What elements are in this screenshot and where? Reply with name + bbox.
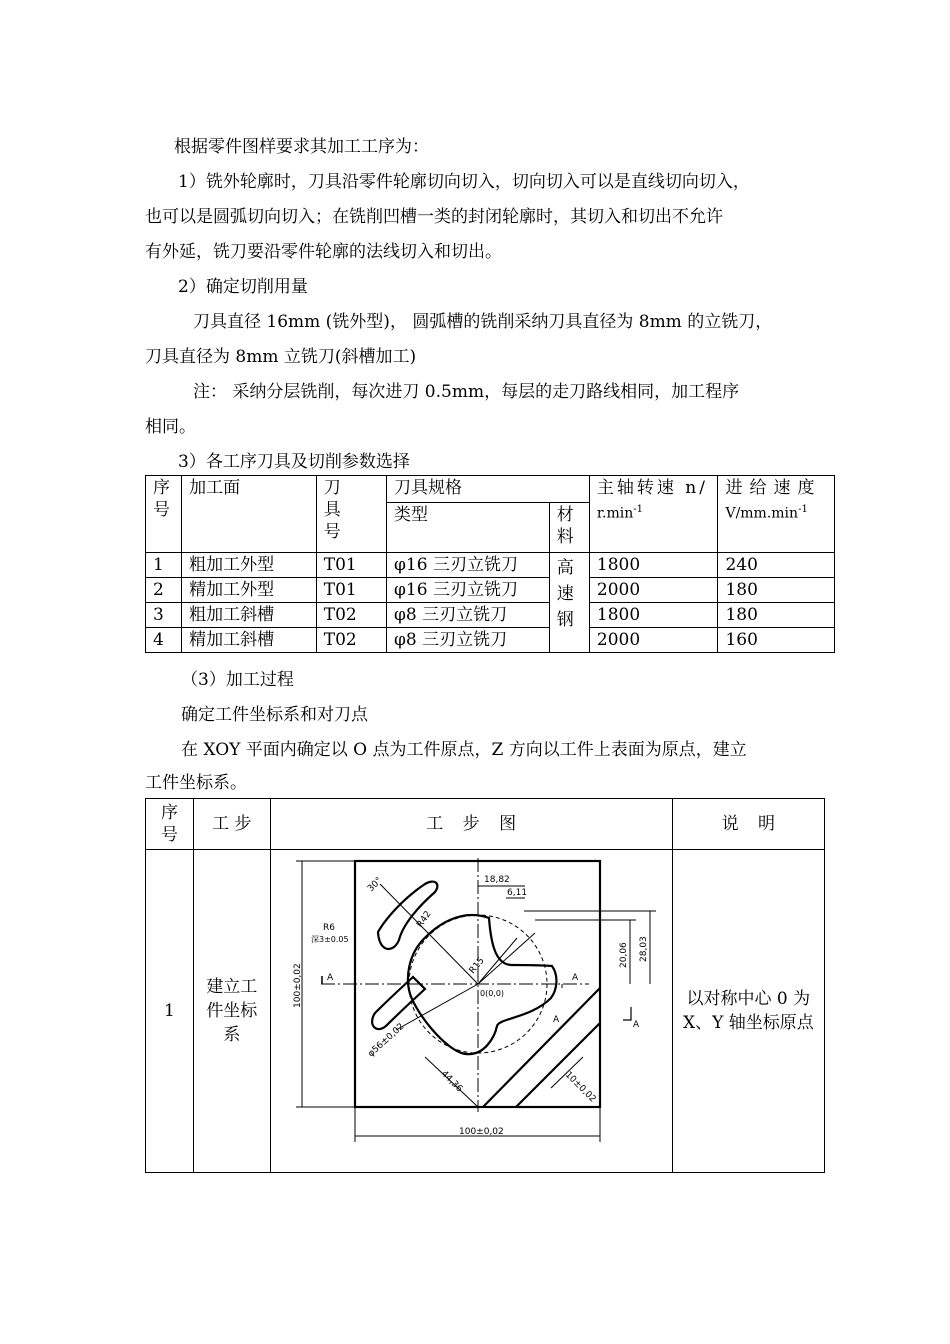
- header-feed-label: 进给速度: [725, 478, 822, 498]
- cell-material: 高速钢: [549, 553, 589, 653]
- cell-type: φ8 三刃立铣刀: [387, 628, 550, 653]
- cell-surface: 粗加工外型: [182, 553, 317, 578]
- cell-tool: T02: [316, 603, 386, 628]
- section-label-arrow: A: [632, 1020, 639, 1030]
- header-surface: 加工面: [182, 476, 317, 553]
- header-desc: 说 明: [672, 799, 824, 850]
- header-type: 类型: [387, 503, 550, 553]
- tool-parameter-table: [145, 475, 835, 653]
- header-spindle-label: 主轴转速 n/: [596, 478, 708, 498]
- header-seq: 序号: [146, 799, 194, 850]
- dim-20-06: 20,06: [618, 942, 629, 968]
- process-step-table: [145, 798, 825, 1173]
- header-tool-no: 刀具号: [316, 476, 386, 553]
- header-material: 材料: [549, 503, 589, 553]
- step1-line3: 有外延，铣刀要沿零件轮廓的法线切入和切出。: [145, 242, 502, 262]
- dim-r42: R42: [414, 909, 434, 930]
- cell-feed: 180: [718, 603, 835, 628]
- intro-text: 根据零件图样要求其加工工序为：: [174, 137, 429, 157]
- header-seq: 序号: [146, 476, 182, 553]
- dim-44-36: 44,36: [438, 1069, 464, 1095]
- tool-line2: 刀具直径为 8mm 立铣刀(斜槽加工): [145, 347, 417, 367]
- cell-tool: T01: [316, 553, 386, 578]
- dim-28-03: 28,03: [638, 936, 649, 962]
- section-label-right: A: [571, 973, 578, 983]
- table-row: [146, 553, 835, 578]
- section-label-left: A: [326, 973, 333, 983]
- cell-feed: 160: [718, 628, 835, 653]
- table-row: [146, 578, 835, 603]
- dim-18-82: 18,82: [483, 875, 510, 885]
- dim-r6: R6: [322, 923, 335, 933]
- dim-100-vertical: 100±0,02: [292, 963, 303, 1008]
- dim-r15: R15: [467, 955, 487, 976]
- helper-line-1: [380, 884, 478, 984]
- cell-type: φ16 三刃立铣刀: [387, 578, 550, 603]
- cell-feed: 180: [718, 578, 835, 603]
- cell-spindle: 1800: [589, 553, 718, 578]
- step3-heading: 3）各工序刀具及切削参数选择: [178, 452, 410, 472]
- cell-seq: 2: [146, 578, 182, 603]
- step1-line1: 1）铣外轮廓时，刀具沿零件轮廓切向切入，切向切入可以是直线切向切入，: [178, 172, 750, 192]
- header-spindle-unit: [597, 499, 711, 525]
- cell-seq: 4: [146, 628, 182, 653]
- note-line1: 注： 采纳分层铣削，每次进刀 0.5mm，每层的走刀路线相同，加工程序: [193, 382, 740, 402]
- cell-spindle: 2000: [589, 628, 718, 653]
- step1-line2: 也可以是圆弧切向切入；在铣削凹槽一类的封闭轮廓时，其切入和切出不允许: [145, 207, 723, 227]
- origin-label: 0(0,0): [479, 989, 504, 998]
- cell-step-name: 建立工件坐标系: [193, 850, 270, 1173]
- cell-type: φ16 三刃立铣刀: [387, 553, 550, 578]
- cell-spindle: 2000: [589, 578, 718, 603]
- table-row: [146, 628, 835, 653]
- coord-title: 确定工件坐标系和对刀点: [181, 705, 368, 725]
- cell-surface: 精加工斜槽: [182, 628, 317, 653]
- header-step: 工 步: [193, 799, 270, 850]
- table-row: [146, 603, 835, 628]
- dim-10: 10±0,02: [562, 1070, 598, 1105]
- header-tool-spec: 刀具规格: [387, 476, 590, 503]
- section-mark-a: [623, 1007, 631, 1020]
- helper-line-3: [478, 933, 535, 984]
- header-figure: 工 步 图: [270, 799, 672, 850]
- cell-surface: 精加工外型: [182, 578, 317, 603]
- step2-heading: 2）确定切削用量: [178, 277, 308, 297]
- cell-step-desc: 以对称中心 0 为 X、Y 轴坐标原点: [672, 850, 824, 1173]
- cell-surface: 粗加工斜槽: [182, 603, 317, 628]
- coord-line1: 在 XOY 平面内确定以 O 点为工件原点，Z 方向以工件上表面为原点，建立: [181, 740, 747, 760]
- header-feed: [718, 476, 835, 553]
- dim-phi56: φ56±0,02: [366, 1021, 407, 1060]
- dim-30deg: 30°: [365, 875, 385, 895]
- dim-100-horizontal: 100±0,02: [458, 1127, 504, 1137]
- cell-tool: T02: [316, 628, 386, 653]
- cell-feed: 240: [718, 553, 835, 578]
- cell-seq: 1: [146, 553, 182, 578]
- dim-6-11: 6,11: [506, 888, 527, 898]
- process-heading: （3）加工过程: [181, 670, 294, 690]
- cell-type: φ8 三刃立铣刀: [387, 603, 550, 628]
- feed-unit-text: V/mm.min: [725, 505, 799, 522]
- cell-seq: 3: [146, 603, 182, 628]
- section-label-mid: A: [552, 1015, 559, 1025]
- note-line2: 相同。: [145, 417, 196, 437]
- cell-tool: T01: [316, 578, 386, 603]
- feed-unit-sup: -1: [798, 504, 808, 515]
- header-feed-unit: [725, 499, 827, 525]
- drawing-cell: [270, 850, 672, 1173]
- header-spindle: [589, 476, 718, 553]
- spindle-unit-sup: -1: [633, 504, 644, 515]
- slanted-slot: [372, 977, 425, 1029]
- coord-line2: 工件坐标系。: [145, 773, 247, 793]
- dim-depth: 深3±0.05: [310, 935, 349, 944]
- cell-step-seq: 1: [146, 850, 194, 1173]
- part-drawing: [271, 850, 671, 1172]
- cell-spindle: 1800: [589, 603, 718, 628]
- spindle-unit-text: r.min: [596, 505, 634, 522]
- tool-line1: 刀具直径 16mm (铣外型)， 圆弧槽的铣削采纳刀具直径为 8mm 的立铣刀，: [193, 312, 773, 332]
